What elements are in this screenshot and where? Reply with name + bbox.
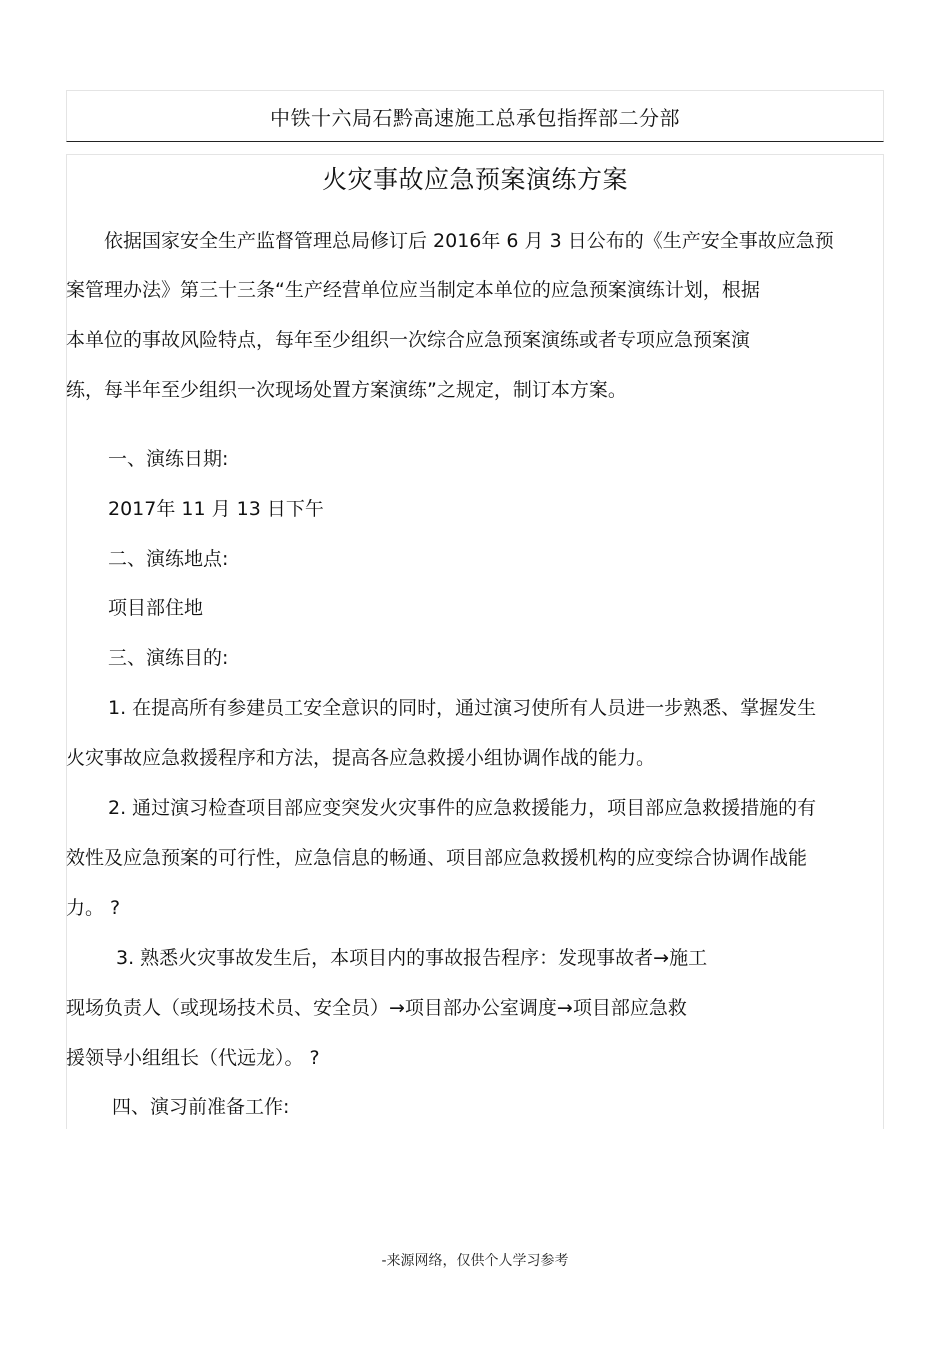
purpose-item-1-line: 1. 在提高所有参建员工安全意识的同时，通过演习使所有人员进一步熟悉、掌握发生 [108,697,817,719]
section-heading-location: 二、演练地点: [108,548,229,570]
section-heading-purpose: 三、演练目的: [108,647,229,669]
intro-line: 练，每半年至少组织一次现场处置方案演练”之规定，制订本方案。 [66,379,627,401]
drill-location: 项目部住地 [108,597,204,619]
purpose-item-2-line: 2. 通过演习检查项目部应变突发火灾事件的应急救援能力，项目部应急救援措施的有 [108,797,817,819]
purpose-item-3-line: 援领导小组组长（代远龙）。 ? [66,1047,320,1069]
organization-header: 中铁十六局石黔高速施工总承包指挥部二分部 [270,106,680,130]
purpose-item-3-line: 3. 熟悉火灾事故发生后，本项目内的事故报告程序：发现事故者→施工 [116,947,708,969]
intro-line: 依据国家安全生产监督管理总局修订后 2016年 6 月 3 日公布的《生产安全事故应急预 [104,230,834,252]
purpose-item-3-line: 现场负责人（或现场技术员、安全员）→项目部办公室调度→项目部应急救 [66,997,687,1019]
section-heading-date: 一、演练日期: [108,448,229,470]
purpose-item-1-line: 火灾事故应急救援程序和方法，提高各应急救援小组协调作战的能力。 [66,747,656,769]
purpose-item-2-line: 力。 ? [66,897,121,919]
intro-line: 案管理办法》第三十三条“生产经营单位应当制定本单位的应急预案演练计划，根据 [66,279,760,301]
footer-note: -来源网络，仅供个人学习参考 [381,1253,569,1269]
header-box [66,90,884,142]
section-heading-preparation: 四、演习前准备工作: [112,1096,290,1118]
drill-date: 2017年 11 月 13 日下午 [108,498,324,520]
document-title: 火灾事故应急预案演练方案 [321,165,628,194]
intro-line: 本单位的事故风险特点，每年至少组织一次综合应急预案演练或者专项应急预案演 [66,329,751,351]
purpose-item-2-line: 效性及应急预案的可行性，应急信息的畅通、项目部应急救援机构的应变综合协调作战能 [66,847,808,869]
